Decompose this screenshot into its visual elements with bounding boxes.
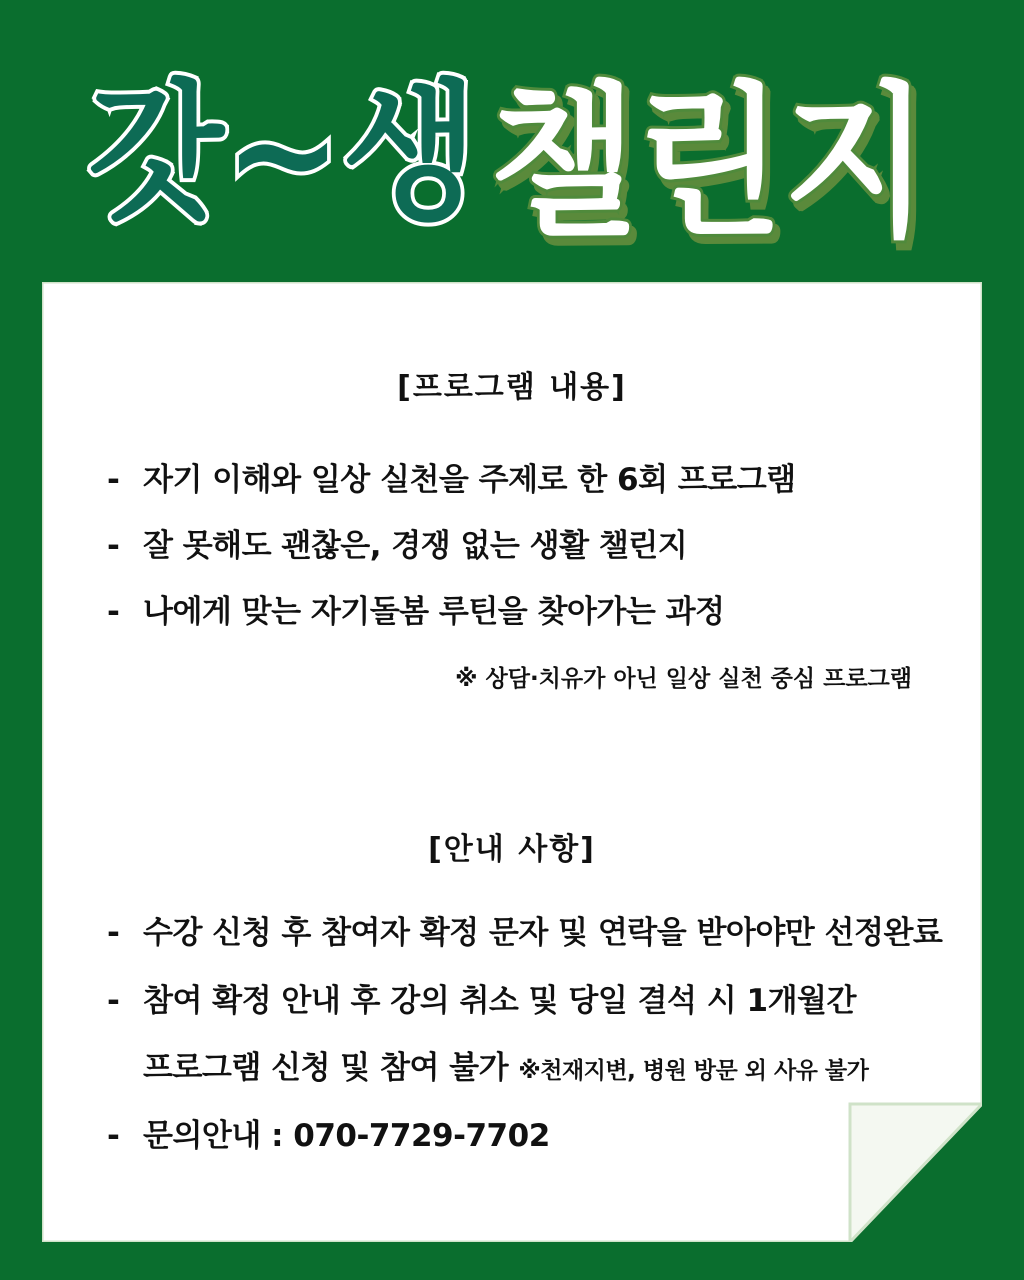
notice-item-text: 참여 확정 안내 후 강의 취소 및 당일 결석 시 1개월간 <box>143 983 856 1019</box>
program-item <box>107 520 687 565</box>
notice-item-continued <box>107 1042 868 1087</box>
notice-item <box>107 907 942 952</box>
title-part2: 챌린지 <box>490 67 930 259</box>
program-item-text: 잘 못해도 괜찮은, 경쟁 없는 생활 챌린지 <box>143 528 688 564</box>
notice-item <box>107 975 856 1020</box>
notice-item-text: 프로그램 신청 및 참여 불가 <box>143 1050 509 1086</box>
bullet-dash: - <box>107 983 120 1019</box>
program-heading: [프로그램 내용] <box>397 370 627 405</box>
notice-heading: [안내 사항] <box>428 832 596 867</box>
notice-sheet <box>42 282 982 1242</box>
bullet-dash: - <box>107 915 120 951</box>
title-banner <box>0 30 1024 260</box>
contact-line <box>107 1110 550 1155</box>
program-item <box>107 454 796 499</box>
program-note: ※ 상담·치유가 아닌 일상 실천 중심 프로그램 <box>455 666 912 692</box>
paper-background <box>42 282 982 1242</box>
program-item-text: 나에게 맞는 자기돌봄 루틴을 찾아가는 과정 <box>143 594 725 630</box>
bullet-dash: - <box>107 1118 120 1154</box>
program-item <box>107 586 725 631</box>
bullet-dash: - <box>107 462 120 498</box>
notice-item-note: ※천재지변, 병원 방문 외 사유 불가 <box>518 1058 869 1084</box>
notice-item-text: 수강 신청 후 참여자 확정 문자 및 연락을 받아야만 선정완료 <box>143 915 943 951</box>
title-part1: 갓~생 <box>88 67 478 241</box>
bullet-dash: - <box>107 528 120 564</box>
program-item-text: 자기 이해와 일상 실천을 주제로 한 6회 프로그램 <box>143 462 796 498</box>
contact-text: 문의안내 : 070-7729-7702 <box>143 1118 550 1154</box>
bullet-dash: - <box>107 594 120 630</box>
